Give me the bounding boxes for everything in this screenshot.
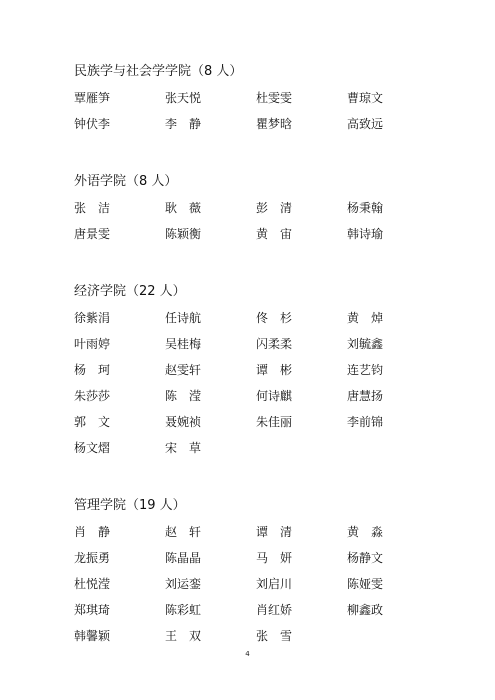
name-entry: 郑琪琦 xyxy=(74,603,111,617)
name-entry: 黄 焯 xyxy=(347,311,384,325)
section-economics xyxy=(74,284,434,466)
section-ethnology-sociology xyxy=(74,64,434,142)
name-entry: 陈彩虹 xyxy=(165,603,202,617)
section-heading: 外语学院（8 人） xyxy=(74,174,178,189)
name-entry: 赵 轩 xyxy=(165,525,202,539)
name-entry: 陈娅雯 xyxy=(347,577,384,591)
name-entry: 覃雁笋 xyxy=(74,91,111,105)
name-entry: 黄 淼 xyxy=(347,525,384,539)
name-entry: 郭 文 xyxy=(74,415,111,429)
section-heading: 民族学与社会学学院（8 人） xyxy=(74,64,243,79)
page-number: 4 xyxy=(245,650,250,658)
name-entry: 李 静 xyxy=(165,117,202,131)
name-list xyxy=(74,90,434,142)
name-entry: 杜雯雯 xyxy=(256,91,293,105)
name-entry: 高致远 xyxy=(347,117,384,131)
name-entry: 瞿梦晗 xyxy=(256,117,293,131)
name-entry: 闪柔柔 xyxy=(256,337,293,351)
section-heading: 经济学院（22 人） xyxy=(74,284,186,299)
name-entry: 叶雨婷 xyxy=(74,337,111,351)
name-entry: 韩馨颖 xyxy=(74,629,111,643)
name-entry: 唐慧扬 xyxy=(347,389,384,403)
name-entry: 耿 薇 xyxy=(165,201,202,215)
name-entry: 连艺钧 xyxy=(347,363,384,377)
name-entry: 陈 滢 xyxy=(165,389,202,403)
name-entry: 龙振勇 xyxy=(74,551,111,565)
name-entry: 张 洁 xyxy=(74,201,111,215)
name-entry: 刘运銮 xyxy=(165,577,202,591)
name-entry: 宋 草 xyxy=(165,441,202,455)
name-entry: 杨文熠 xyxy=(74,441,111,455)
name-entry: 王 双 xyxy=(165,629,202,643)
name-entry: 何诗麒 xyxy=(256,389,293,403)
name-entry: 杜悦滢 xyxy=(74,577,111,591)
name-entry: 谭 彬 xyxy=(256,363,293,377)
name-entry: 唐景雯 xyxy=(74,227,111,241)
section-heading: 管理学院（19 人） xyxy=(74,498,186,513)
name-entry: 肖 静 xyxy=(74,525,111,539)
name-entry: 谭 清 xyxy=(256,525,293,539)
name-entry: 杨秉翰 xyxy=(347,201,384,215)
name-entry: 柳鑫政 xyxy=(347,603,384,617)
name-entry: 朱莎莎 xyxy=(74,389,111,403)
name-entry: 任诗航 xyxy=(165,311,202,325)
name-entry: 赵雯轩 xyxy=(165,363,202,377)
name-entry: 张 雪 xyxy=(256,629,293,643)
name-entry: 黄 宙 xyxy=(256,227,293,241)
name-entry: 朱佳丽 xyxy=(256,415,293,429)
name-entry: 曹琼文 xyxy=(347,91,384,105)
name-entry: 张天悦 xyxy=(165,91,202,105)
name-entry: 肖红娇 xyxy=(256,603,293,617)
section-foreign-languages xyxy=(74,174,434,252)
name-list xyxy=(74,524,434,654)
name-entry: 刘启川 xyxy=(256,577,293,591)
name-entry: 杨 珂 xyxy=(74,363,111,377)
name-entry: 聂婉祯 xyxy=(165,415,202,429)
name-entry: 吴桂梅 xyxy=(165,337,202,351)
name-entry: 刘毓鑫 xyxy=(347,337,384,351)
name-entry: 杨静文 xyxy=(347,551,384,565)
name-entry: 马 妍 xyxy=(256,551,293,565)
name-entry: 韩诗瑜 xyxy=(347,227,384,241)
name-entry: 佟 杉 xyxy=(256,311,293,325)
name-entry: 陈晶晶 xyxy=(165,551,202,565)
name-entry: 钟伏李 xyxy=(74,117,111,131)
name-list xyxy=(74,200,434,252)
name-entry: 彭 清 xyxy=(256,201,293,215)
name-entry: 李前锦 xyxy=(347,415,384,429)
name-entry: 陈颖衡 xyxy=(165,227,202,241)
name-entry: 徐紫涓 xyxy=(74,311,111,325)
name-list xyxy=(74,310,434,466)
section-management xyxy=(74,498,434,654)
